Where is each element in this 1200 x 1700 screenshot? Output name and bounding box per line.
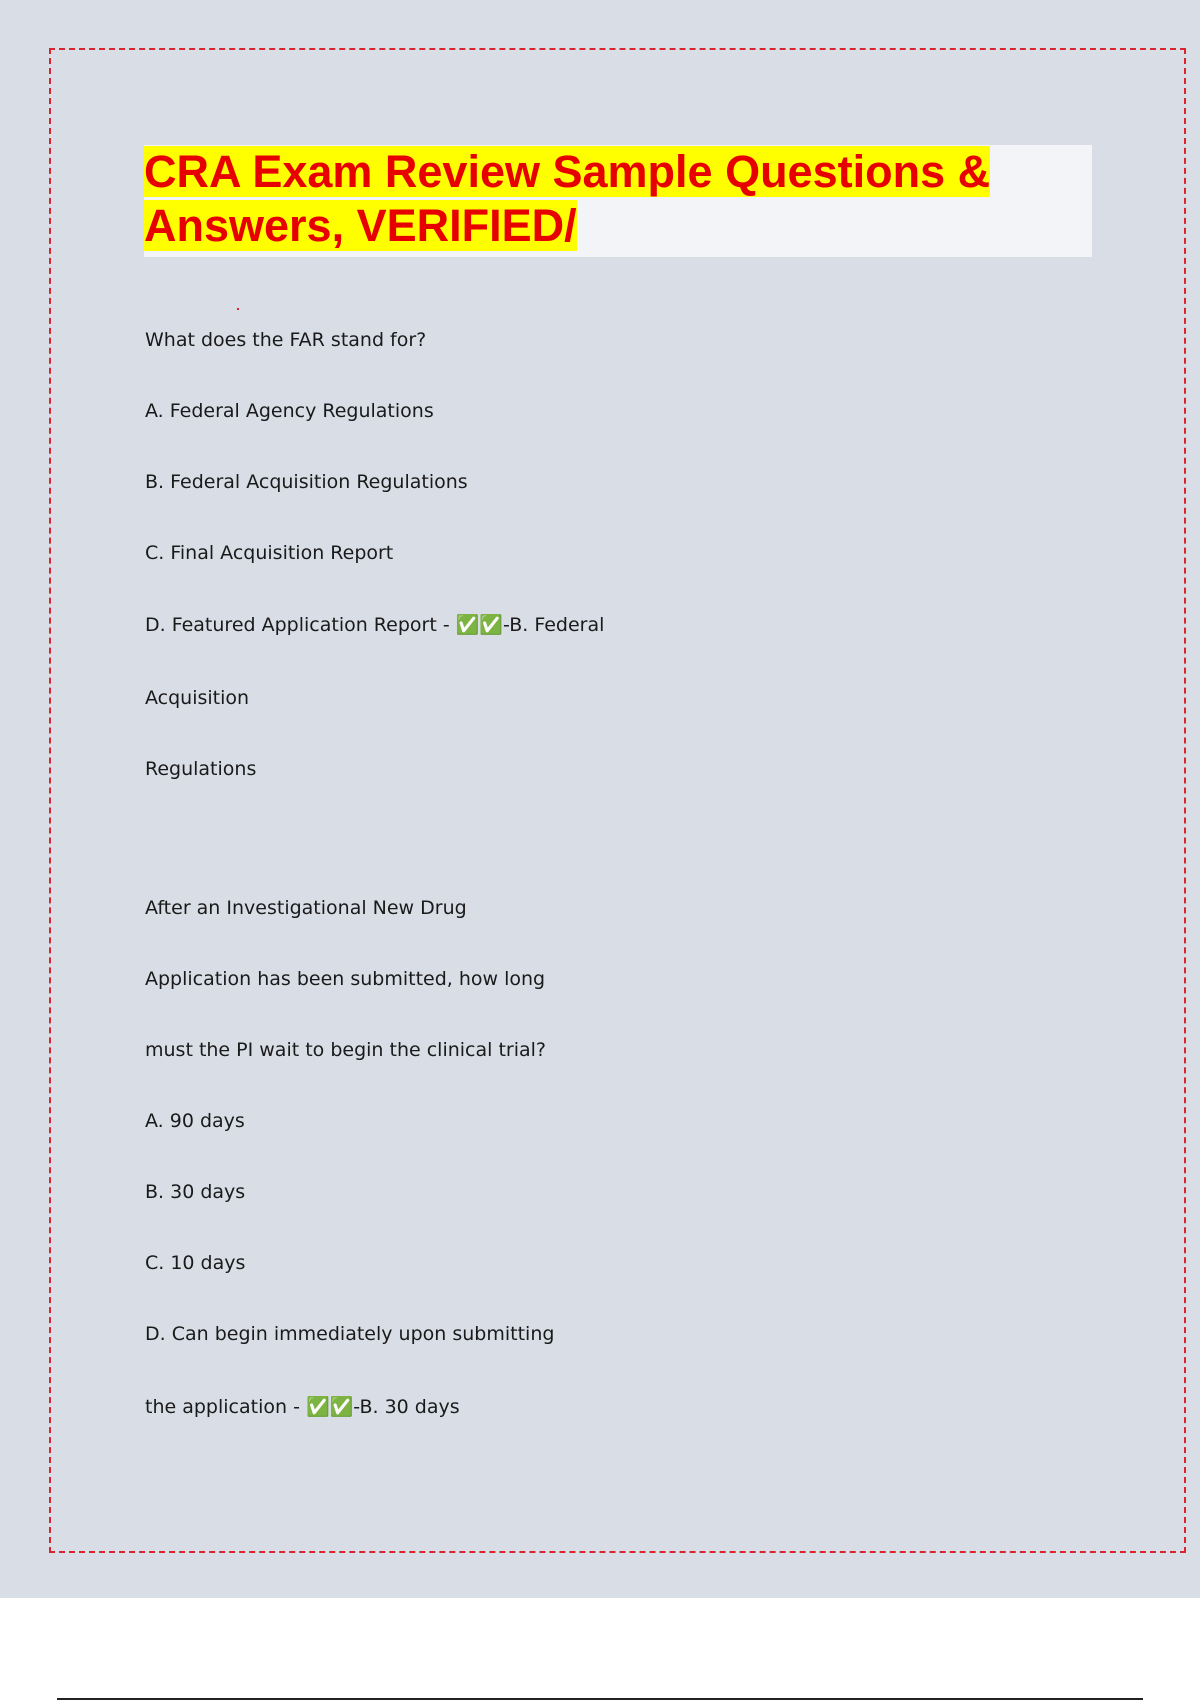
question-1-text: What does the FAR stand for? (145, 329, 427, 351)
question-1-answer-continued: Acquisition (145, 687, 250, 709)
question-2-option-a: A. 90 days (145, 1110, 245, 1132)
title-line-2: Answers, VERIFIED/ (144, 200, 577, 251)
question-2-option-b: B. 30 days (145, 1181, 246, 1203)
question-1-option-b: B. Federal Acquisition Regulations (145, 471, 468, 493)
question-2-text: After an Investigational New Drug (145, 897, 467, 919)
question-1-option-c: C. Final Acquisition Report (145, 542, 394, 564)
question-1-answer-continued: Regulations (145, 758, 257, 780)
question-2-text-continued: must the PI wait to begin the clinical trial? (145, 1039, 546, 1061)
document-title (144, 145, 1092, 253)
question-1-option-d-answer: D. Featured Application Report - ✅✅-B. Federal (145, 614, 605, 636)
question-2-option-c: C. 10 days (145, 1252, 246, 1274)
title-block (144, 145, 1092, 257)
question-1-option-a: A. Federal Agency Regulations (145, 400, 434, 422)
question-2-option-d: D. Can begin immediately upon submitting (145, 1323, 555, 1345)
title-line-1: CRA Exam Review Sample Questions & (144, 146, 991, 197)
question-2-option-d-answer: the application - ✅✅-B. 30 days (145, 1396, 460, 1418)
stray-mark (237, 308, 239, 310)
question-2-text-continued: Application has been submitted, how long (145, 968, 546, 990)
